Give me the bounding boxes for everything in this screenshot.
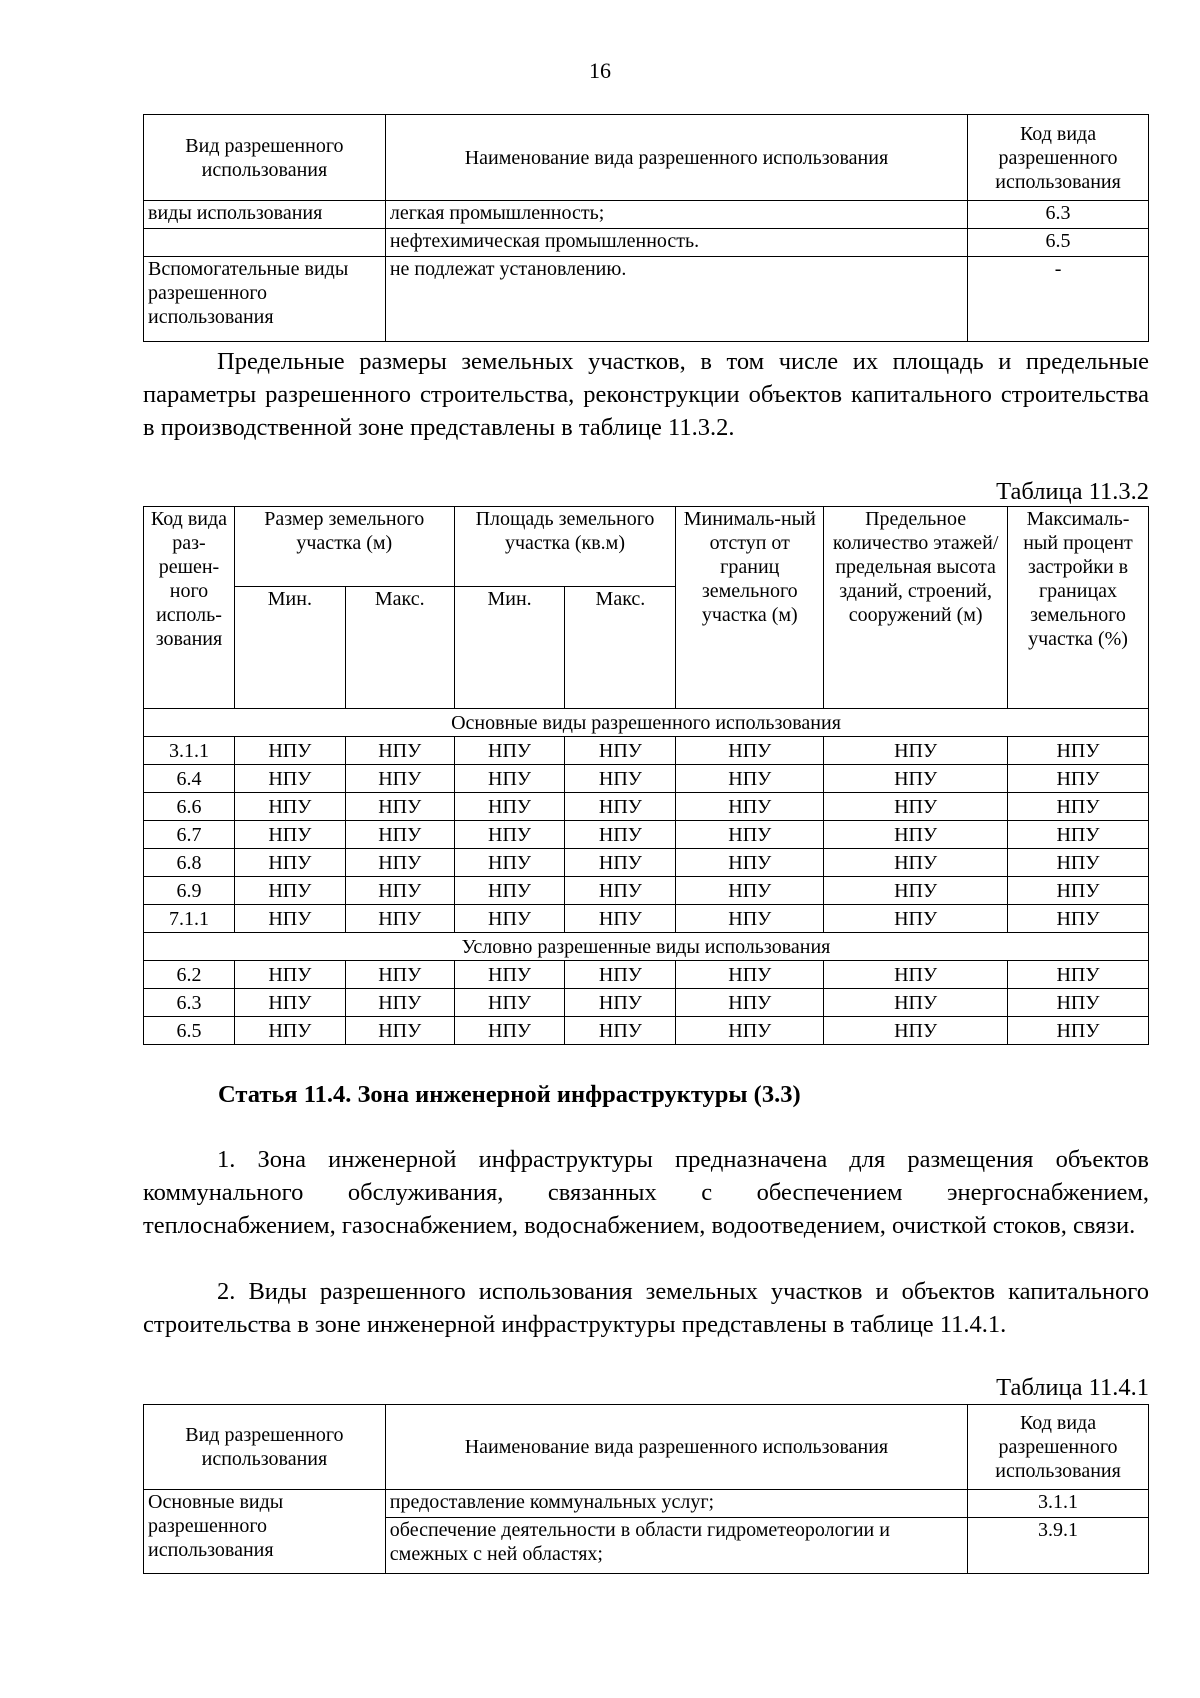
header-use-name: Наименование вида разрешенного использования (385, 1405, 967, 1490)
cell-value: НПУ (234, 905, 345, 933)
cell-value: НПУ (234, 989, 345, 1017)
section-main-uses: Основные виды разрешенного использования (144, 709, 1149, 737)
cell-value: НПУ (454, 1017, 565, 1045)
cell-code: 7.1.1 (144, 905, 235, 933)
cell-code: 6.2 (144, 961, 235, 989)
cell-value: НПУ (454, 849, 565, 877)
cell-value: НПУ (676, 989, 824, 1017)
cell-value: НПУ (234, 821, 345, 849)
header-floors-height: Предельное количество этажей/ предельная высота зданий, строений, сооружений (м) (824, 507, 1008, 709)
cell-value: НПУ (454, 989, 565, 1017)
table-row-code: 3.1.1 (968, 1490, 1149, 1518)
header-area-min: Мин. (454, 587, 565, 709)
cell-value: НПУ (234, 765, 345, 793)
cell-value: НПУ (345, 961, 454, 989)
cell-value: НПУ (824, 821, 1008, 849)
header-code: Код вида раз-решен-ного исполь-зования (144, 507, 235, 709)
cell-value: НПУ (676, 793, 824, 821)
cell-value: НПУ (565, 905, 676, 933)
cell-value: НПУ (676, 737, 824, 765)
paragraph-use-types: 2. Виды разрешенного использования земельных участков и объектов капитального строительства в зоне инженерной инфраструктуры представлены в таблице 11.4.1. (143, 1278, 1149, 1338)
cell-code: 3.1.1 (144, 737, 235, 765)
cell-value: НПУ (454, 821, 565, 849)
cell-value: НПУ (1008, 1017, 1149, 1045)
table-row (144, 877, 1149, 905)
cell-value: НПУ (676, 877, 824, 905)
permitted-use-table-11-4-1 (143, 1404, 1149, 1574)
table-row-category (144, 229, 386, 257)
paragraph-zone-purpose: 1. Зона инженерной инфраструктуры предназначена для размещения объектов коммунального обслуживания, связанных с обеспечением энергоснабжением, теплоснабжением, газоснабжением, водоснабжением, водоотведением, очисткой стоков, связи. (143, 1146, 1149, 1239)
header-use-code: Код вида разрешенного использования (968, 115, 1149, 201)
cell-value: НПУ (234, 961, 345, 989)
table-row (144, 905, 1149, 933)
table-row (144, 1017, 1149, 1045)
table-row-name: предоставление коммунальных услуг; (385, 1490, 967, 1518)
cell-value: НПУ (824, 793, 1008, 821)
cell-value: НПУ (565, 821, 676, 849)
cell-value: НПУ (565, 793, 676, 821)
cell-value: НПУ (1008, 793, 1149, 821)
header-plot-size: Размер земельного участка (м) (234, 507, 454, 587)
table-row-code: - (968, 257, 1149, 342)
cell-value: НПУ (1008, 765, 1149, 793)
cell-value: НПУ (1008, 737, 1149, 765)
cell-code: 6.9 (144, 877, 235, 905)
cell-value: НПУ (824, 989, 1008, 1017)
cell-value: НПУ (676, 961, 824, 989)
header-setback: Минималь-ный отступ от границ земельного участка (м) (676, 507, 824, 709)
cell-code: 6.6 (144, 793, 235, 821)
header-use-type: Вид разрешенного использования (144, 115, 386, 201)
table-row (144, 849, 1149, 877)
table-caption-11-4-1: Таблица 11.4.1 (996, 1374, 1149, 1401)
cell-value: НПУ (234, 793, 345, 821)
cell-value: НПУ (345, 821, 454, 849)
header-coverage-percent: Максималь-ный процент застройки в границах земельного участка (%) (1008, 507, 1149, 709)
cell-value: НПУ (676, 905, 824, 933)
table-row (144, 793, 1149, 821)
header-size-max: Макс. (345, 587, 454, 709)
cell-value: НПУ (565, 849, 676, 877)
table-row-name: не подлежат установлению. (385, 257, 967, 342)
cell-code: 6.4 (144, 765, 235, 793)
cell-value: НПУ (676, 1017, 824, 1045)
table-row-code: 6.5 (968, 229, 1149, 257)
table-row-name: обеспечение деятельности в области гидрометеорологии и смежных с ней областях; (385, 1518, 967, 1574)
paragraph-limits: Предельные размеры земельных участков, в том числе их площадь и предельные параметры разрешенного строительства, реконструкции объектов капитального строительства в производственной зоне представлены в таблице 11.3.2. (143, 348, 1149, 441)
cell-value: НПУ (824, 905, 1008, 933)
cell-code: 6.3 (144, 989, 235, 1017)
section-conditional-uses: Условно разрешенные виды использования (144, 933, 1149, 961)
cell-value: НПУ (676, 765, 824, 793)
cell-value: НПУ (1008, 905, 1149, 933)
cell-value: НПУ (454, 737, 565, 765)
cell-value: НПУ (454, 877, 565, 905)
cell-value: НПУ (824, 1017, 1008, 1045)
header-use-type: Вид разрешенного использования (144, 1405, 386, 1490)
page-number: 16 (589, 58, 611, 83)
header-area-max: Макс. (565, 587, 676, 709)
cell-value: НПУ (565, 961, 676, 989)
table-caption-11-3-2: Таблица 11.3.2 (996, 478, 1149, 505)
cell-code: 6.7 (144, 821, 235, 849)
cell-value: НПУ (345, 1017, 454, 1045)
cell-value: НПУ (234, 1017, 345, 1045)
cell-value: НПУ (345, 877, 454, 905)
cell-value: НПУ (234, 877, 345, 905)
cell-value: НПУ (824, 737, 1008, 765)
header-plot-area: Площадь земельного участка (кв.м) (454, 507, 676, 587)
table-row-category: виды использования (144, 201, 386, 229)
cell-value: НПУ (565, 989, 676, 1017)
cell-value: НПУ (234, 737, 345, 765)
cell-value: НПУ (824, 877, 1008, 905)
cell-value: НПУ (565, 737, 676, 765)
cell-value: НПУ (345, 737, 454, 765)
article-heading: Статья 11.4. Зона инженерной инфраструктуры (3.3) (218, 1081, 801, 1108)
cell-value: НПУ (824, 849, 1008, 877)
cell-value: НПУ (454, 765, 565, 793)
permitted-use-table-continued (143, 114, 1149, 342)
table-row-code: 6.3 (968, 201, 1149, 229)
cell-value: НПУ (565, 877, 676, 905)
cell-code: 6.5 (144, 1017, 235, 1045)
cell-code: 6.8 (144, 849, 235, 877)
header-size-min: Мин. (234, 587, 345, 709)
cell-value: НПУ (345, 765, 454, 793)
cell-value: НПУ (824, 961, 1008, 989)
cell-value: НПУ (1008, 989, 1149, 1017)
table-row (144, 961, 1149, 989)
table-row-name: легкая промышленность; (385, 201, 967, 229)
cell-value: НПУ (345, 989, 454, 1017)
header-use-name: Наименование вида разрешенного использования (385, 115, 967, 201)
table-row-code: 3.9.1 (968, 1518, 1149, 1574)
cell-value: НПУ (1008, 877, 1149, 905)
cell-value: НПУ (1008, 849, 1149, 877)
cell-value: НПУ (454, 793, 565, 821)
header-use-code: Код вида разрешенного использования (968, 1405, 1149, 1490)
cell-value: НПУ (824, 765, 1008, 793)
cell-value: НПУ (1008, 961, 1149, 989)
cell-value: НПУ (1008, 821, 1149, 849)
cell-value: НПУ (345, 793, 454, 821)
limits-table-11-3-2 (143, 506, 1149, 1045)
table-row (144, 989, 1149, 1017)
cell-value: НПУ (345, 905, 454, 933)
cell-value: НПУ (676, 821, 824, 849)
cell-value: НПУ (345, 849, 454, 877)
table-row-category: Основные виды разрешенного использования (144, 1490, 386, 1574)
cell-value: НПУ (565, 1017, 676, 1045)
table-row (144, 737, 1149, 765)
table-row (144, 765, 1149, 793)
cell-value: НПУ (454, 961, 565, 989)
cell-value: НПУ (454, 905, 565, 933)
table-row (144, 821, 1149, 849)
cell-value: НПУ (676, 849, 824, 877)
cell-value: НПУ (565, 765, 676, 793)
table-row-category: Вспомогательные виды разрешенного использования (144, 257, 386, 342)
cell-value: НПУ (234, 849, 345, 877)
table-row-name: нефтехимическая промышленность. (385, 229, 967, 257)
